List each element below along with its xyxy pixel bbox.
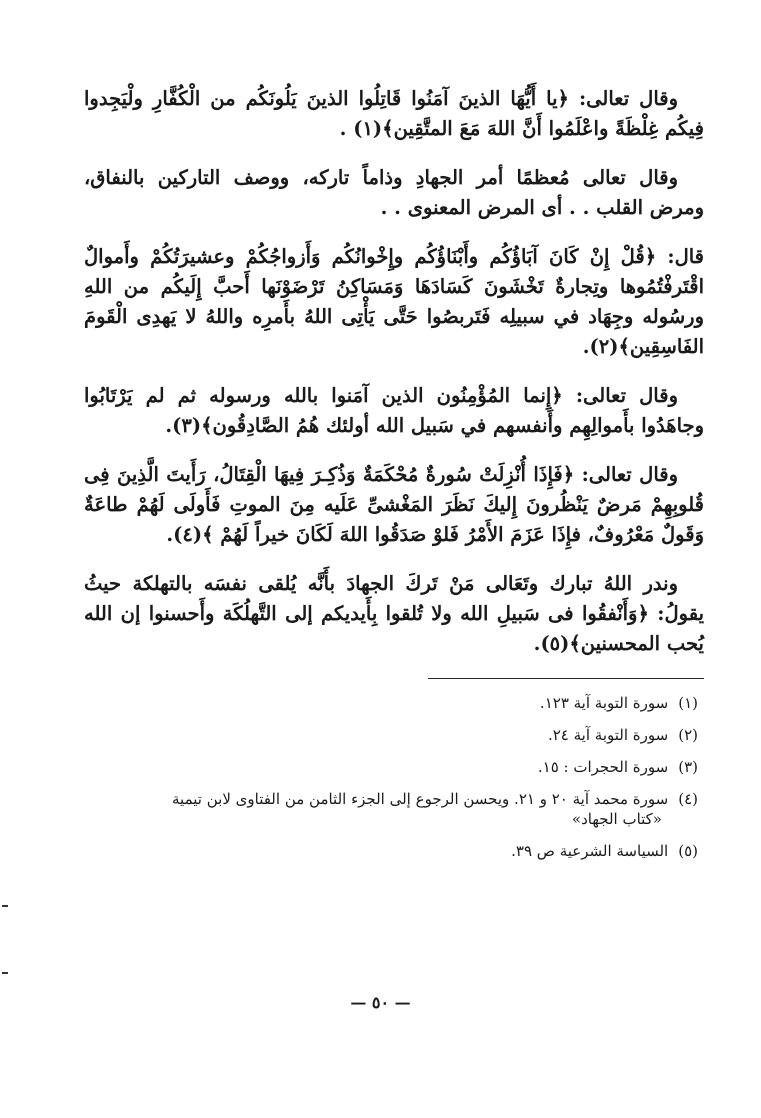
footnote-4 xyxy=(84,789,704,829)
footnote-number: (٢) xyxy=(678,726,698,744)
footnote-2 xyxy=(84,725,704,745)
footnote-text: سورة التوبة آية ٢٤. xyxy=(547,726,669,744)
paragraph-2: وقال تعالى مُعظمًا أمر الجهادِ وذاماً تاركه، ووصف التاركين بالنفاق، ومرض القلب . . أى المرض المعنوى . . xyxy=(84,166,704,219)
footnote-text: السياسة الشرعية ص ٣٩. xyxy=(511,842,669,860)
page-number: — ٥٠ — xyxy=(350,993,411,1012)
footnote-number: (١) xyxy=(678,694,698,712)
footnote-text: سورة الحجرات : ١٥. xyxy=(537,758,669,776)
scan-artifact xyxy=(2,972,8,974)
footnote-number: (٣) xyxy=(678,758,698,776)
footnote-number: (٤) xyxy=(678,790,698,808)
footnote-text: سورة محمد آية ٢٠ و ٢١. ويحسن الرجوع إلى الجزء الثامن من الفتاوى لابن تيمية xyxy=(172,790,669,808)
footnotes xyxy=(84,693,704,861)
footnote-continuation: «كتاب الجهاد» xyxy=(571,810,662,828)
page-body xyxy=(84,84,704,873)
footnote-1 xyxy=(84,693,704,713)
footnote-5 xyxy=(84,841,704,861)
paragraph-6: وندر اللهُ تبارك وتَعَالى مَنْ تَركَ الجهادَ بأَنَّه يُلقى نفسَه بالتهلكة حيثُ يقولُ: ﴿وَأَنْفقُوا فى سَبيلِ الله ولا تُلقوا بِأَيديكم إلى التَّهلُكَة وأَحسنوا إن الله يُحب المحسنين﴾(٥). xyxy=(84,572,704,655)
footnote-3 xyxy=(84,757,704,777)
footnote-divider xyxy=(428,678,704,679)
scan-artifact xyxy=(2,905,8,907)
footnote-number: (٥) xyxy=(678,842,698,860)
paragraph-1: وقال تعالى: ﴿يا أَيُّهَا الذينَ آمَنُوا قَاتِلُوا الذينَ يَلُونَكُم من الْكُفَّارِ ولْيَجِدوا فِيكُم غِلْظَةً واعْلَمُوا أَنَّ اللهَ مَعَ المتَّقِين﴾(١) . xyxy=(84,87,704,140)
paragraph-3: قال: ﴿قُلْ إِنْ كَانَ آبَاؤُكُم وأَبْنَاؤُكُم وإِخْوانُكُم وَأَزواجُكُمْ وعشيرَتُكُمْ وأَموالٌ اقْتَرفْتُمُوها وتِجارةٌ تَخْشَونَ كَسَادَهَا وَمَسَاكِنُ تَرْضَوْنَها أَحبَّ إِلَيكُم من اللهِ ورسُوله وجِهَاد في سبيلِه فَتَربصُوا حَتَّى يَأْتِى اللهُ بأَمرِه واللهُ لا يَهدِى الْقَومَ الفَاسِقِين﴾(٢). xyxy=(84,245,704,358)
footnote-text: سورة التوبة آية ١٢٣. xyxy=(539,694,669,712)
paragraph-5: وقال تعالى: ﴿فَإِذَا أُنْزِلَتْ سُورةٌ مُحْكَمَةٌ وَذُكِـرَ فِيهَا الْقِتَالُ، رَأَيتَ الَّذِينَ فِى قُلوبِهِمْ مَرضٌ يَنْظُرونَ إِليكَ نَظَرَ المَغْشىِّ عَلَيه مِنَ الموتِ فَأَولَى لَهُمْ طاعَةٌ وَقَولٌ مَعْرُوفٌ، فإِذَا عَزَمَ الأَمْرُ فَلوْ صَدَقُوا اللهَ لَكَانَ خيراً لَهُمْ ﴾(٤). xyxy=(84,463,704,546)
paragraph-4: وقال تعالى: ﴿إِنما المُؤْمِنُون الذين آمَنوا بالله ورسوله ثم لم يَرْتَابُوا وجاهَدُوا بأَموالِهِم وأَنفسهم في سَبيل الله أولئك هُمُ الصَّادِقُون﴾(٣). xyxy=(84,384,704,437)
